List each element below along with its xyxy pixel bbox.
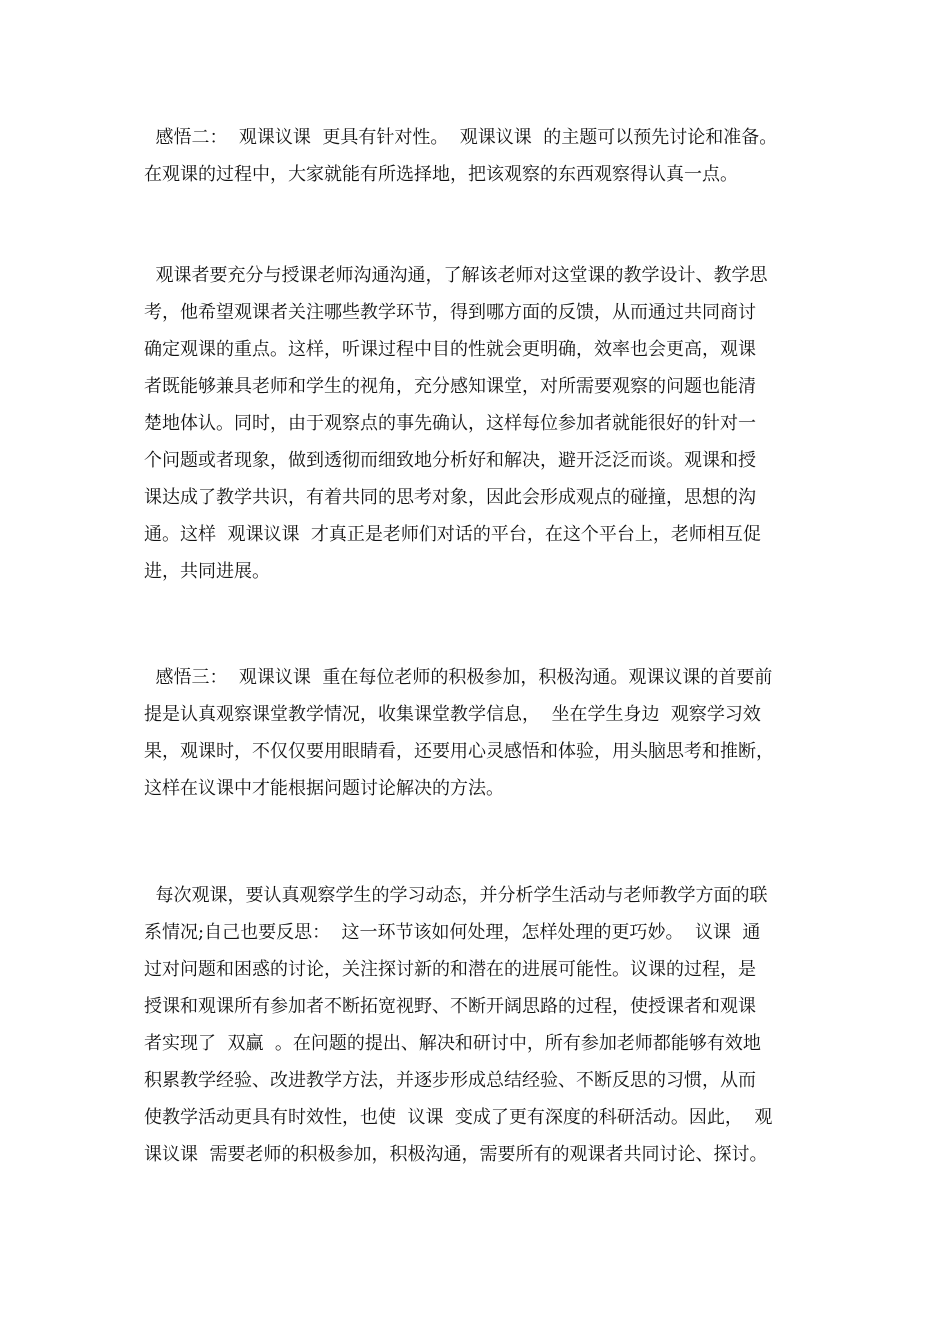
text-line: 观课者要充分与授课老师沟通沟通，了解该老师对这堂课的教学设计、教学思	[144, 265, 768, 286]
paragraph-1	[144, 119, 808, 193]
text-line: 课达成了教学共识，有着共同的思考对象，因此会形成观点的碰撞，思想的沟	[144, 487, 756, 508]
text-line: 过对问题和困惑的讨论，关注探讨新的和潜在的进展可能性。议课的过程，是	[144, 959, 756, 980]
text-line: 积累教学经验、改进教学方法，并逐步形成总结经验、不断反思的习惯，从而	[144, 1070, 756, 1091]
text-line: 授课和观课所有参加者不断拓宽视野、不断开阔思路的过程，使授课者和观课	[144, 996, 756, 1017]
text-line: 课议课 需要老师的积极参加，积极沟通，需要所有的观课者共同讨论、探讨。	[144, 1144, 768, 1165]
text-line: 使教学活动更具有时效性，也使 议课 变成了更有深度的科研活动。因此， 观	[144, 1107, 773, 1128]
text-line: 这样在议课中才能根据问题讨论解决的方法。	[144, 778, 504, 799]
text-line: 通。这样 观课议课 才真正是老师们对话的平台，在这个平台上，老师相互促	[144, 524, 761, 545]
paragraph-4	[144, 877, 808, 1173]
text-line: 考，他希望观课者关注哪些教学环节，得到哪方面的反馈，从而通过共同商讨	[144, 302, 756, 323]
text-line: 者实现了 双赢 。在问题的提出、解决和研讨中，所有参加老师都能够有效地	[144, 1033, 761, 1054]
text-line: 提是认真观察课堂教学情况，收集课堂教学信息， 坐在学生身边 观察学习效	[144, 704, 761, 725]
paragraph-3	[144, 659, 808, 807]
text-line: 确定观课的重点。这样，听课过程中目的性就会更明确，效率也会更高，观课	[144, 339, 756, 360]
text-line: 系情况;自己也要反思： 这一环节该如何处理，怎样处理的更巧妙。 议课 通	[144, 922, 761, 943]
text-line: 果，观课时，不仅仅要用眼睛看，还要用心灵感悟和体验，用头脑思考和推断，	[144, 741, 774, 762]
text-line: 在观课的过程中，大家就能有所选择地，把该观察的东西观察得认真一点。	[144, 164, 738, 185]
text-line: 每次观课，要认真观察学生的学习动态，并分析学生活动与老师教学方面的联	[144, 885, 768, 906]
paragraph-2	[144, 257, 808, 590]
text-line: 个问题或者现象，做到透彻而细致地分析好和解决，避开泛泛而谈。观课和授	[144, 450, 756, 471]
text-line: 楚地体认。同时，由于观察点的事先确认，这样每位参加者就能很好的针对一	[144, 413, 756, 434]
text-line: 感悟三： 观课议课 重在每位老师的积极参加，积极沟通。观课议课的首要前	[144, 667, 773, 688]
text-line: 者既能够兼具老师和学生的视角，充分感知课堂，对所需要观察的问题也能清	[144, 376, 756, 397]
text-line: 进，共同进展。	[144, 561, 270, 582]
text-line: 感悟二： 观课议课 更具有针对性。 观课议课 的主题可以预先讨论和准备。	[144, 127, 778, 148]
